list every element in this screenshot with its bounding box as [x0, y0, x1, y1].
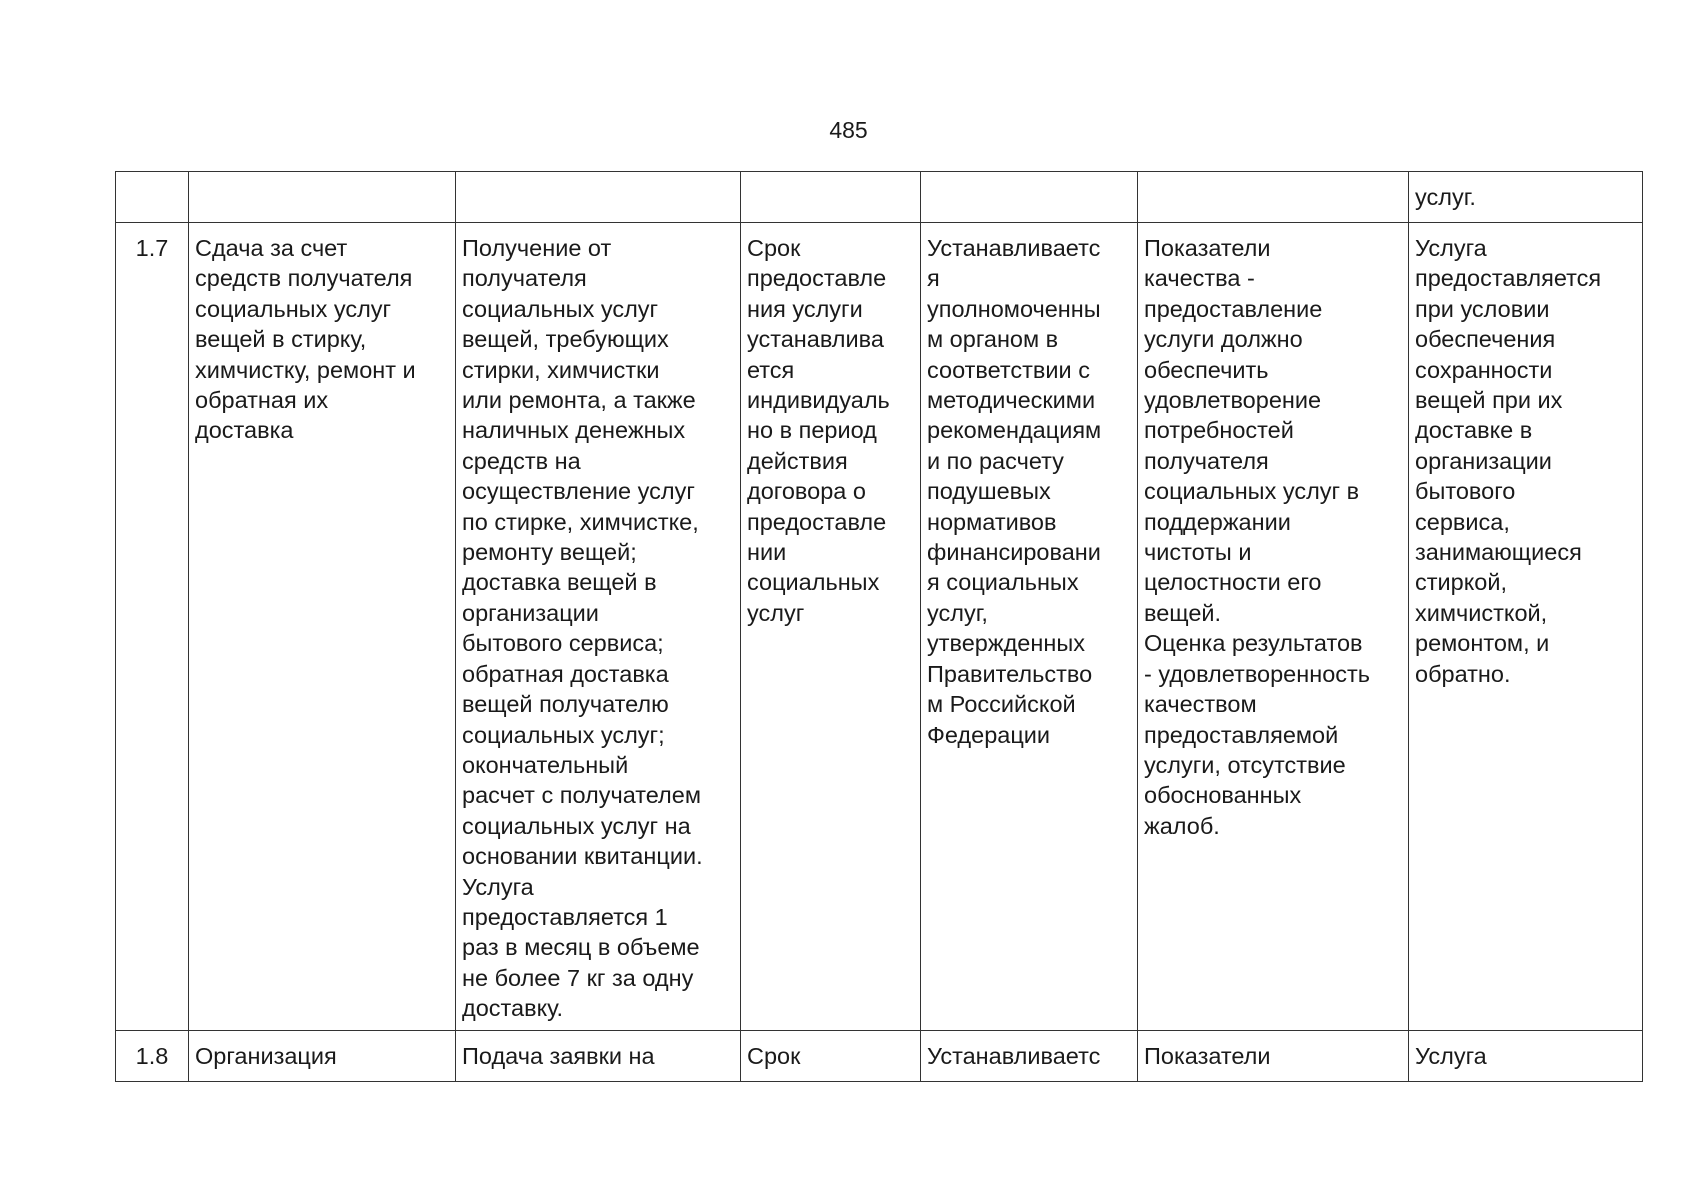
cell-service-content: Подача заявки на — [456, 1030, 741, 1081]
cell-service-content — [456, 172, 741, 223]
cell-quality-indicators — [1138, 172, 1409, 223]
services-table — [115, 171, 1643, 1082]
cell-service-term — [741, 172, 921, 223]
cell-service-term: Срок предоставле ния услуги устанавлива ется индивидуаль но в период действия договора о предоставле нии социальных услуг — [741, 223, 921, 1031]
cell-service-name: Сдача за счет средств получателя социальных услуг вещей в стирку, химчистку, ремонт и обратная их доставка — [189, 223, 456, 1031]
cell-service-name: Организация — [189, 1030, 456, 1081]
cell-per-capita-norms — [921, 172, 1138, 223]
cell-number: 1.8 — [116, 1030, 189, 1081]
cell-quality-indicators: Показатели — [1138, 1030, 1409, 1081]
page-number: 485 — [829, 117, 868, 143]
table-row-1-7 — [116, 223, 1643, 1031]
cell-service-term: Срок — [741, 1030, 921, 1081]
cell-service-conditions: услуг. — [1409, 172, 1643, 223]
cell-service-conditions: Услуга — [1409, 1030, 1643, 1081]
cell-per-capita-norms: Устанавливаетс — [921, 1030, 1138, 1081]
cell-service-conditions: Услуга предоставляется при условии обеспечения сохранности вещей при их доставке в организации бытового сервиса, занимающиеся стиркой, химчисткой, ремонтом, и обратно. — [1409, 223, 1643, 1031]
table-row-1-8 — [116, 1030, 1643, 1081]
cell-quality-indicators: Показатели качества - предоставление услуги должно обеспечить удовлетворение потребностей получателя социальных услуг в поддержании чистоты и целостности его вещей. Оценка результатов - удовлетворенность качеством предоставляемой услуги, отсутствие обоснованных жалоб. — [1138, 223, 1409, 1031]
cell-number: 1.7 — [116, 223, 189, 1031]
cell-service-name — [189, 172, 456, 223]
cell-service-content: Получение от получателя социальных услуг вещей, требующих стирки, химчистки или ремонта, а также наличных денежных средств на осуществление услуг по стирке, химчистке, ремонту вещей; доставка вещей в организации бытового сервиса; обратная доставка вещей получателю социальных услуг; окончательный расчет с получателем социальных услуг на основании квитанции. Услуга предоставляется 1 раз в месяц в объеме не более 7 кг за одну доставку. — [456, 223, 741, 1031]
cell-number — [116, 172, 189, 223]
cell-per-capita-norms: Устанавливаетс я уполномоченны м органом в соответствии с методическими рекомендациям и по расчету подушевых нормативов финансировани я социальных услуг, утвержденных Правительство м Российской Федерации — [921, 223, 1138, 1031]
table-row-continuation — [116, 172, 1643, 223]
